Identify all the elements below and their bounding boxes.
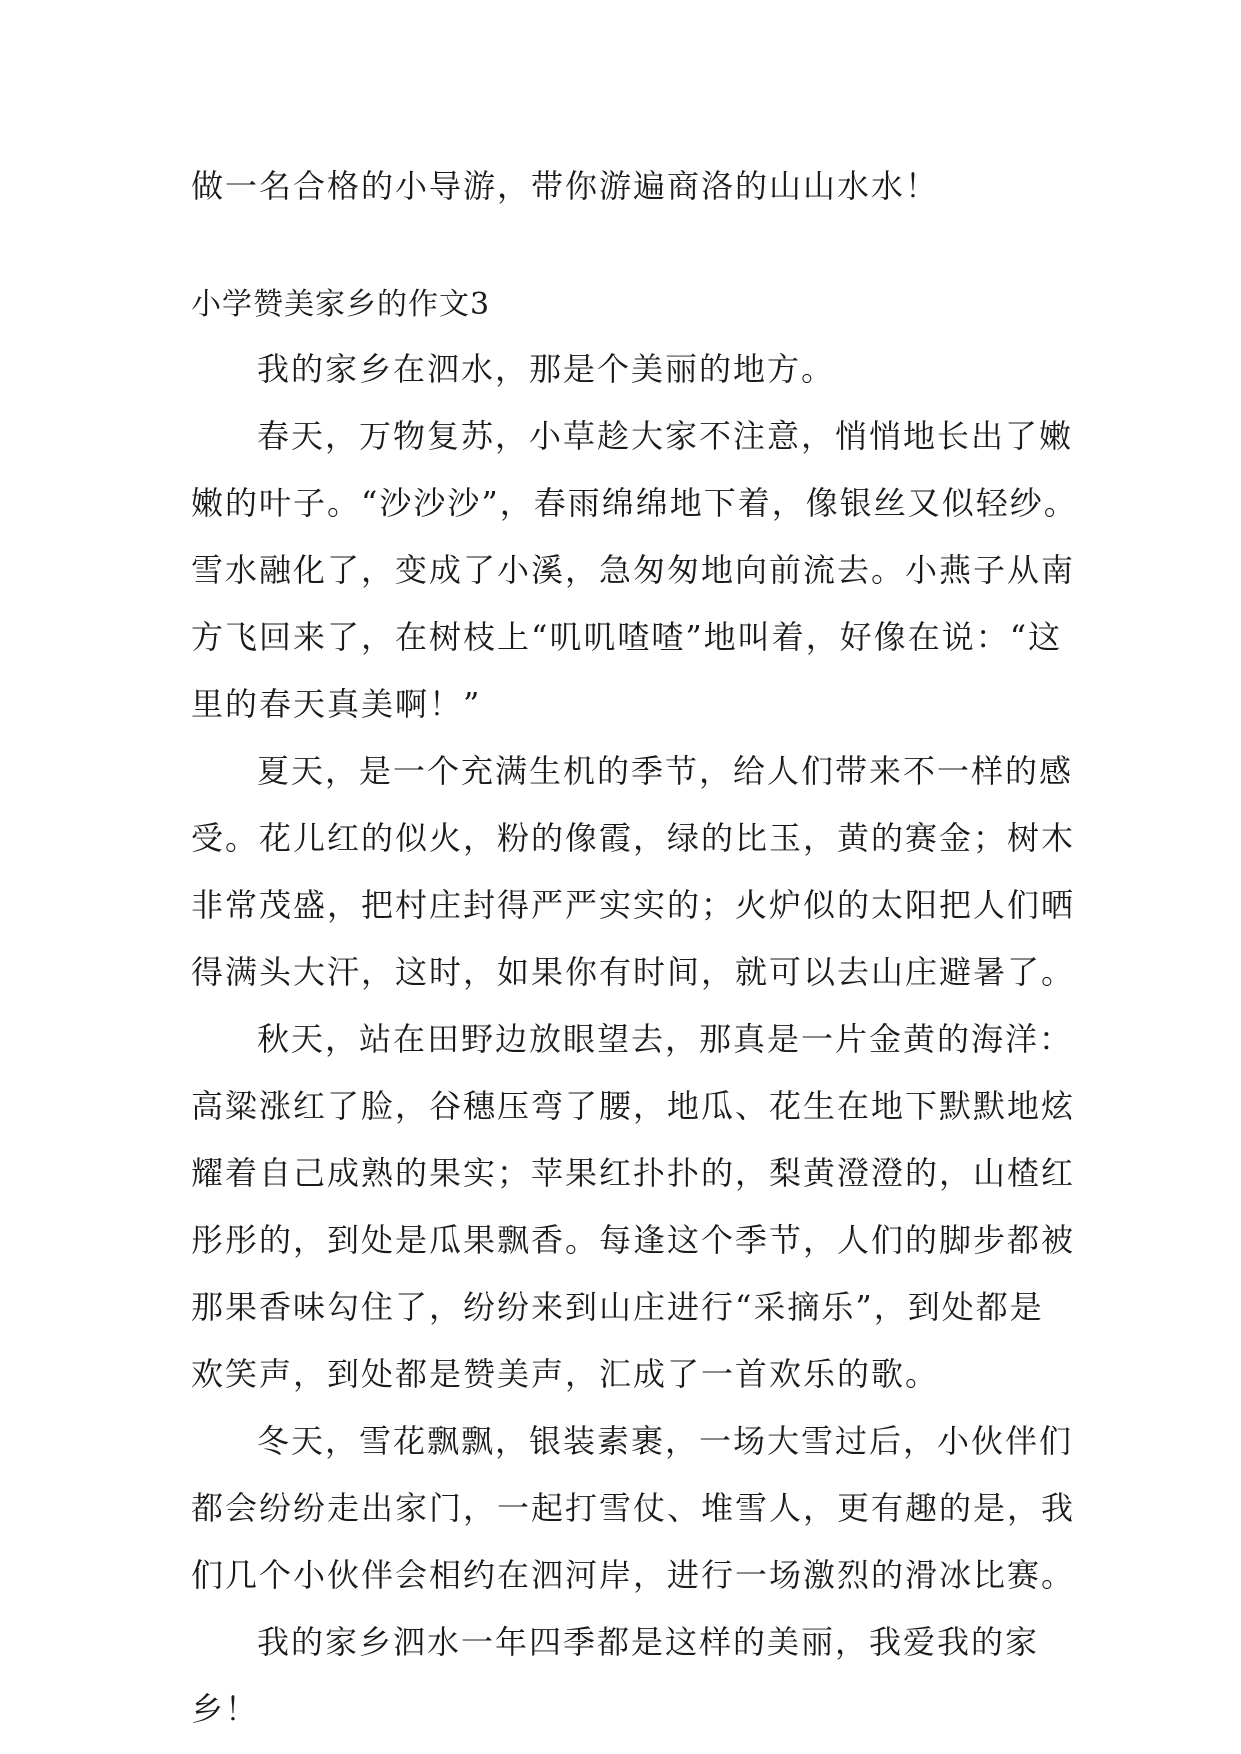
paragraph-line: 我的家乡泗水一年四季都是这样的美丽，我爱我的家 (257, 1623, 1040, 1661)
paragraph-line: 春天，万物复苏，小草趁大家不注意，悄悄地长出了嫩 (257, 417, 1074, 455)
paragraph-line: 彤彤的，到处是瓜果飘香。每逢这个季节，人们的脚步都被 (191, 1221, 1076, 1259)
paragraph-line: 那果香味勾住了，纷纷来到山庄进行“采摘乐”，到处都是 (191, 1288, 1044, 1326)
paragraph-line: 冬天，雪花飘飘，银装素裹，一场大雪过后，小伙伴们 (257, 1422, 1074, 1460)
paragraph-line: 夏天，是一个充满生机的季节，给人们带来不一样的感 (257, 752, 1074, 790)
paragraph-line: 高粱涨红了脸，谷穗压弯了腰，地瓜、花生在地下默默地炫 (191, 1087, 1076, 1125)
paragraph-line: 嫩的叶子。“沙沙沙”，春雨绵绵地下着，像银丝又似轻纱。 (191, 484, 1078, 522)
paragraph-line: 们几个小伙伴会相约在泗河岸，进行一场激烈的滑冰比赛。 (191, 1556, 1076, 1594)
paragraph-line: 都会纷纷走出家门，一起打雪仗、堆雪人，更有趣的是，我 (191, 1489, 1076, 1527)
intro-paragraph (191, 153, 1071, 220)
paragraph-line: 受。花儿红的似火，粉的像霞，绿的比玉，黄的赛金；树木 (191, 819, 1076, 857)
paragraph-line: 方飞回来了，在树枝上“叽叽喳喳”地叫着，好像在说：“这 (191, 618, 1063, 656)
paragraph-line: 秋天，站在田野边放眼望去，那真是一片金黄的海洋： (257, 1020, 1074, 1058)
paragraph-line: 非常茂盛，把村庄封得严严实实的；火炉似的太阳把人们晒 (191, 886, 1076, 924)
paragraph-line: 欢笑声，到处都是赞美声，汇成了一首欢乐的歌。 (191, 1355, 940, 1393)
paragraph-line: 雪水融化了，变成了小溪，急匆匆地向前流去。小燕子从南 (191, 551, 1076, 589)
intro-line: 做一名合格的小导游，带你游遍商洛的山山水水！ (191, 167, 940, 205)
essay-body (191, 336, 1078, 1743)
paragraph-line: 乡！ (191, 1690, 260, 1728)
paragraph-line: 我的家乡在泗水，那是个美丽的地方。 (257, 350, 836, 388)
paragraph-line: 得满头大汗，这时，如果你有时间，就可以去山庄避暑了。 (191, 953, 1076, 991)
essay-title: 小学赞美家乡的作文3 (191, 287, 491, 322)
paragraph-line: 里的春天真美啊！” (191, 685, 482, 723)
paragraph-line: 耀着自己成熟的果实；苹果红扑扑的，梨黄澄澄的，山楂红 (191, 1154, 1076, 1192)
